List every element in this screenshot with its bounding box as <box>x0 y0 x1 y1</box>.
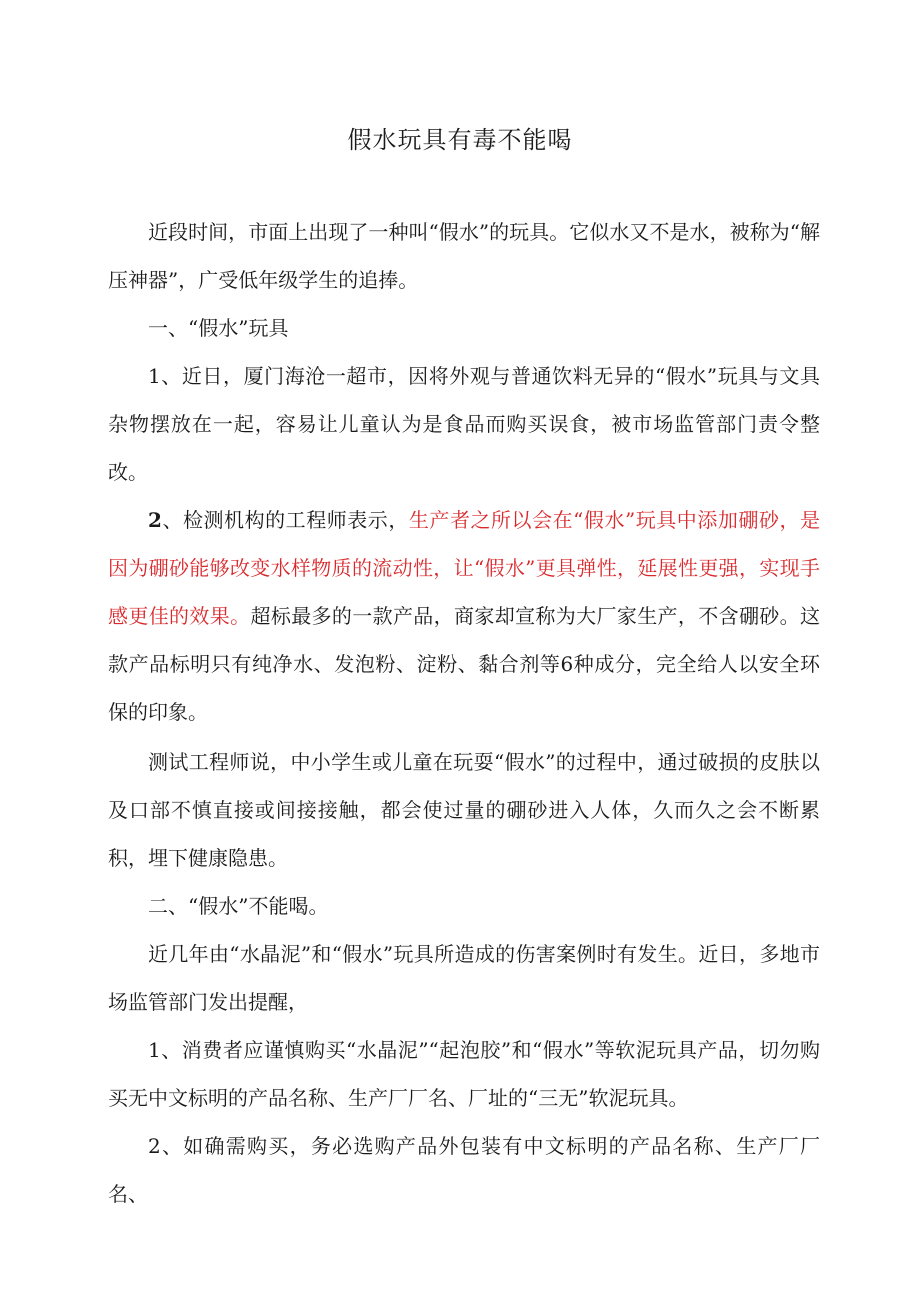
paragraph-2-lead: 、检测机构的工程师表示， <box>161 508 409 532</box>
paragraph-4: 近几年由“水晶泥”和“假水”玩具所造成的伤害案例时有发生。近日，多地市场监管部门发出提醒， <box>108 942 820 1014</box>
document-title: 假水玩具有毒不能喝 <box>347 126 573 154</box>
paragraph-1: 1、近日，厦门海沧一超市，因将外观与普通饮料无异的“假水”玩具与文具杂物摆放在一起，容易让儿童认为是食品而购买误食，被市场监管部门责令整改。 <box>108 364 820 484</box>
paragraph-2 <box>108 496 820 736</box>
paragraph-2-number: 2 <box>148 508 162 532</box>
section-heading-2: 二、“假水”不能喝。 <box>148 894 329 918</box>
highlighted-text: 生产者之所以会在“假水”玩具中添加硼砂，是因为硼砂能够改变水样物质的流动性，让“假水”更具弹性，延展性更强，实现手感更佳的效果。 <box>108 508 821 628</box>
paragraph-2-tail: 超标最多的一款产品，商家却宣称为大厂家生产，不含硼砂。这款产品标明只有纯净水、发泡粉、淀粉、黏合剂等6种成分，完全给人以安全环保的印象。 <box>108 604 821 724</box>
paragraph-5: 1、消费者应谨慎购买“水晶泥”“起泡胶”和“假水”等软泥玩具产品，切勿购买无中文标明的产品名称、生产厂厂名、厂址的“三无”软泥玩具。 <box>108 1038 820 1110</box>
paragraph-3: 测试工程师说，中小学生或儿童在玩耍“假水”的过程中，通过破损的皮肤以及口部不慎直接或间接接触，都会使过量的硼砂进入人体，久而久之会不断累积，埋下健康隐患。 <box>108 750 820 870</box>
paragraph-intro: 近段时间，市面上出现了一种叫“假水”的玩具。它似水又不是水，被称为“解压神器”，广受低年级学生的追捧。 <box>108 220 820 292</box>
section-heading-1: 一、“假水”玩具 <box>148 316 289 340</box>
paragraph-6: 2、如确需购买，务必选购产品外包装有中文标明的产品名称、生产厂厂名、 <box>108 1134 820 1206</box>
